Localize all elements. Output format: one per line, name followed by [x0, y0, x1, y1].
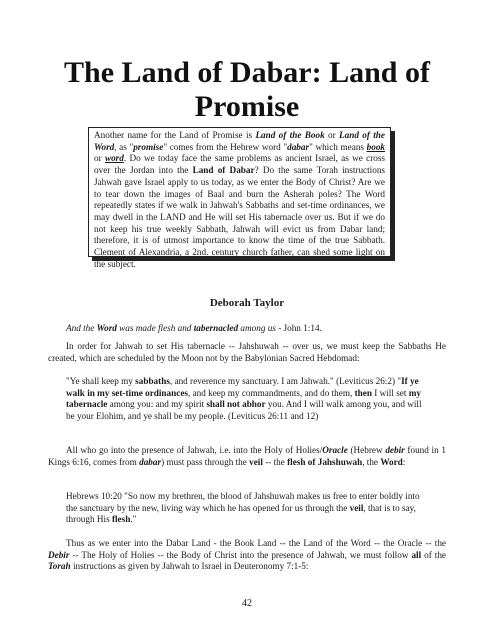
- para2-run: Word: [380, 456, 403, 467]
- quote1-run: , and reverence my sanctuary. I am Jahwah." (Leviticus 26:2) ": [169, 376, 402, 386]
- para2-run: dabar: [139, 456, 162, 467]
- para3-run: of the: [421, 549, 446, 560]
- abstract-run: word: [104, 153, 124, 164]
- para2-run: , the: [362, 456, 381, 467]
- para2-run: debir: [385, 445, 405, 455]
- abstract-run: book: [366, 141, 385, 152]
- epigraph: [66, 323, 446, 335]
- abstract-run: . Do we today face the same problems as ancient Israel, as we cross over the Jordan into the: [94, 153, 385, 176]
- author-name: Deborah Taylor: [209, 297, 285, 309]
- para2-run: All who go into the presence of Jahwah, i.e. into the Holy of Holies/: [66, 445, 323, 455]
- quote2-run: flesh: [111, 514, 131, 525]
- quote2-run: , that is to say, through His: [66, 502, 416, 525]
- paragraph-3: [48, 538, 446, 573]
- epigraph-run: was made flesh and: [116, 323, 194, 333]
- quote1-run: shall not abhor: [206, 399, 266, 410]
- epigraph-run: tabernacled: [193, 323, 239, 333]
- epigraph-run: And the: [66, 323, 97, 333]
- abstract-run: or: [324, 130, 340, 140]
- para2-run: -- the: [262, 456, 288, 467]
- paragraph-2: [48, 445, 446, 468]
- epigraph-run: among us: [238, 323, 276, 333]
- quote2-run: Hebrews 10:20 "So now my brethren, the blood of Jahshuwah makes us free to enter boldly into the sanctuary by the new, living way which he has opened for us through the: [66, 491, 420, 513]
- para3-run: Thus as we enter into the Dabar Land - the Book Land -- the Land of the Word -- the Oracle -- the: [66, 538, 446, 548]
- para3-run: -- The Holy of Holies -- the Body of Christ into the presence of Jahwah, we must follow: [69, 549, 412, 560]
- quote1-run: sabbaths: [135, 376, 170, 386]
- paragraph-1: [48, 341, 446, 364]
- para3-run: Torah: [48, 561, 71, 572]
- para3-run: all: [411, 549, 422, 560]
- quote1-run: then: [354, 387, 372, 398]
- quote2-run: .": [130, 514, 137, 525]
- para2-run: (Hebrew: [347, 445, 386, 455]
- abstract-run: Land of the Word: [94, 130, 385, 152]
- para2-run: found in 1 Kings 6:16, comes from: [48, 445, 446, 467]
- abstract-run: promise: [133, 141, 164, 152]
- abstract-run: Land of the Book: [255, 130, 325, 140]
- abstract-run: Land of Dabar: [192, 165, 255, 176]
- quote1-run: I will set: [371, 387, 409, 398]
- para3-run: Debir: [48, 549, 70, 560]
- para2-run: veil: [249, 456, 263, 467]
- abstract-run: , as ": [114, 141, 134, 152]
- para2-run: ) must pass through the: [161, 456, 250, 467]
- quote1-run: "Ye shall keep my: [66, 376, 136, 386]
- para3-run: instructions as given by Jahwah to Israel in Deuteronomy 7:1-5:: [70, 561, 309, 572]
- abstract-run: " comes from the Hebrew word ": [163, 141, 288, 152]
- quote1-run: my tabernacle: [66, 387, 421, 410]
- quote-hebrews: [66, 491, 424, 526]
- abstract-box: [88, 127, 391, 269]
- abstract-run: ? Do the same Torah instructions Jahwah gave Israel apply to us today, as we enter the Body of Christ? Are we to tear down the images of Baal and burn the Asherah poles? The Word repeatedly states if we walk in Jahwah's Sabbaths and set-time ordinances, we may dwell in the LAND and He will set His tabernacle over us. But if we do not keep his true weekly Sabbath, Jahwah will evict us from Dabar land; therefore, it is of utmost importance to know the time of the true Sabbath. Clement of Alexandria, a 2nd. century church father, can shed some light on the subject.: [94, 165, 385, 269]
- para2-run: flesh of Jahshuwah: [287, 456, 363, 467]
- para2-run: :: [402, 456, 406, 467]
- quote1-run: , and keep my commandments, and do them,: [187, 387, 355, 398]
- quote-leviticus: [66, 376, 424, 423]
- para1-run: In order for Jahwah to set His tabernacle -- Jahshuwah -- over us, we must keep the Sabbaths He created, which are scheduled by the Moon not by the Babylonian Sacred Hebdomad:: [48, 341, 446, 363]
- abstract-run: " which means: [309, 141, 367, 152]
- page-title: The Land of Dabar: Land of Promise: [64, 56, 430, 123]
- quote1-run: If ye walk in my set-time ordinances: [66, 376, 419, 398]
- abstract-text: [94, 130, 385, 270]
- page-number: 42: [242, 598, 252, 609]
- epigraph-run: - John 1:14.: [275, 323, 322, 333]
- quote2-run: veil: [349, 502, 364, 513]
- quote1-run: you. And I will walk among you, and will be your Elohim, and ye shall be my people. (Leviticus 26:11 and 12): [66, 399, 422, 422]
- epigraph-run: Word: [96, 323, 117, 333]
- quote1-run: among you: and my spirit: [107, 399, 207, 410]
- abstract-run: dabar: [287, 141, 310, 152]
- para2-run: Oracle: [322, 445, 348, 455]
- abstract-run: Another name for the Land of Promise is: [94, 130, 256, 140]
- abstract-run: or: [94, 153, 105, 164]
